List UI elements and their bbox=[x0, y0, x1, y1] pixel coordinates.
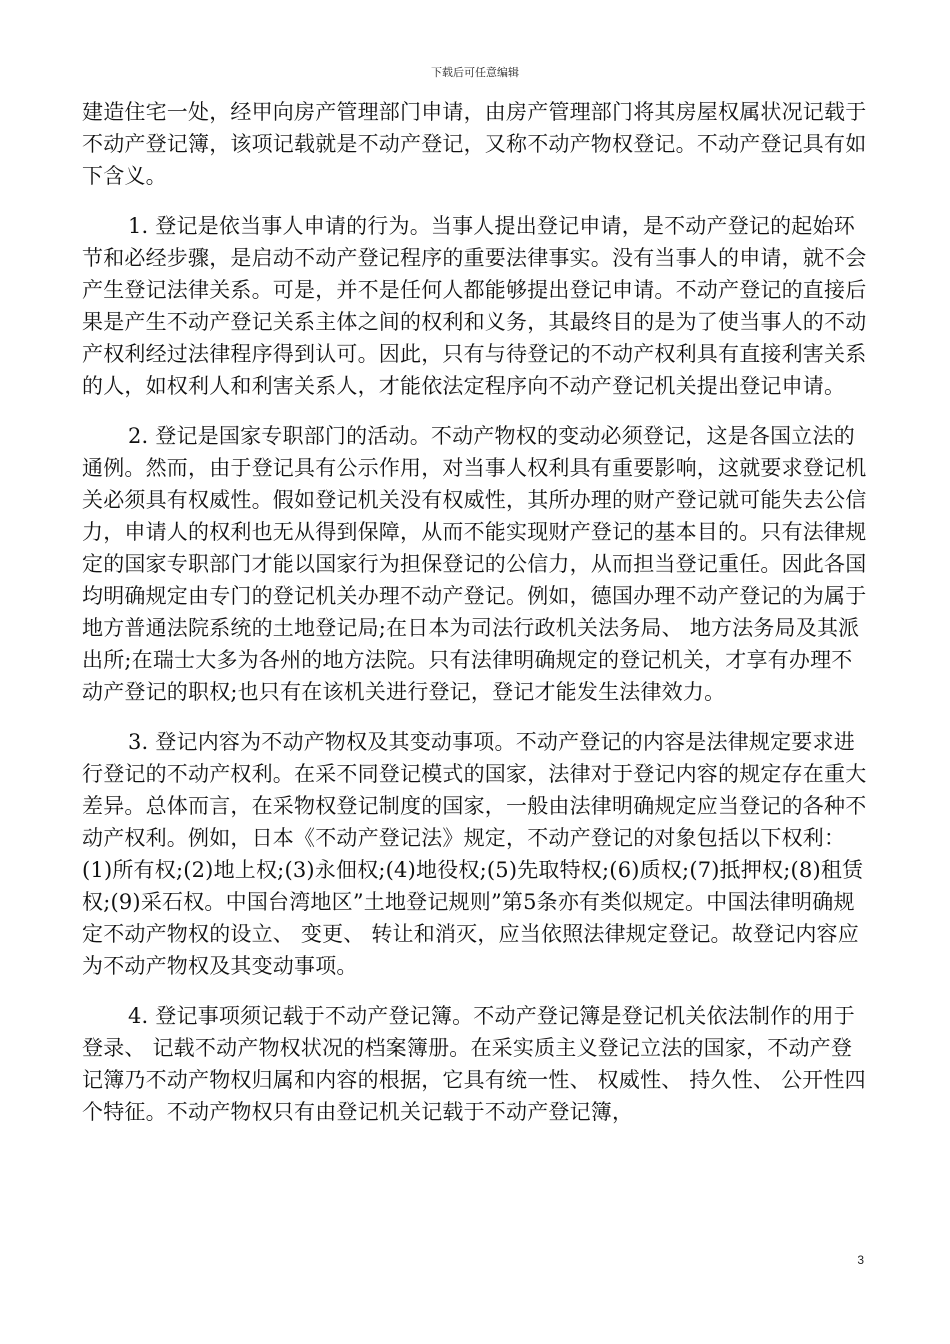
paragraph-intro: 建造住宅一处，经甲向房产管理部门申请，由房产管理部门将其房屋权属状况记载于不动产登记簿，该项记载就是不动产登记，又称不动产物权登记。不动产登记具有如下含义。 bbox=[82, 100, 867, 188]
paragraph-1: 1. 登记是依当事人申请的行为。当事人提出登记申请，是不动产登记的起始环节和必经步骤，是启动不动产登记程序的重要法律事实。没有当事人的申请，就不会产生登记法律关系。可是，并不是任何人都能够提出登记申请。不动产登记的直接后果是产生不动产登记关系主体之间的权利和义务，其最终目的是为了使当事人的不动产权利经过法律程序得到认可。因此，只有与待登记的不动产权利具有直接利害关系的人，如权利人和利害关系人，才能依法定程序向不动产登记机关提出登记申请。 bbox=[82, 214, 867, 398]
paragraph-3: 3. 登记内容为不动产物权及其变动事项。不动产登记的内容是法律规定要求进行登记的不动产权利。在采不同登记模式的国家，法律对于登记内容的规定存在重大差异。总体而言，在采物权登记制度的国家，一般由法律明确规定应当登记的各种不动产权利。例如，日本《不动产登记法》规定，不动产登记的对象包括以下权利：(1)所有权;(2)地上权;(3)永佃权;(4)地役权;(5)先取特权;(6)质权;(7)抵押权;(8)租赁权;(9)采石权。中国台湾地区”土地登记规则”第5条亦有类似规定。中国法律明确规定不动产物权的设立、 变更、 转让和消灭，应当依照法律规定登记。故登记内容应为不动产物权及其变动事项。 bbox=[82, 730, 867, 978]
paragraph-4: 4. 登记事项须记载于不动产登记簿。不动产登记簿是登记机关依法制作的用于登录、 记载不动产物权状况的档案簿册。在采实质主义登记立法的国家，不动产登记簿乃不动产物权归属和内容的根据，它具有统一性、 权威性、 持久性、 公开性四个特征。不动产物权只有由登记机关记载于不动产登记簿， bbox=[82, 1004, 866, 1124]
paragraph-2: 2. 登记是国家专职部门的活动。不动产物权的变动必须登记，这是各国立法的通例。然而，由于登记具有公示作用，对当事人权利具有重要影响，这就要求登记机关必须具有权威性。假如登记机关没有权威性，其所办理的财产登记就可能失去公信力，申请人的权利也无从得到保障，从而不能实现财产登记的基本目的。只有法律规定的国家专职部门才能以国家行为担保登记的公信力，从而担当登记重任。因此各国均明确规定由专门的登记机关办理不动产登记。例如，德国办理不动产登记的为属于地方普通法院系统的土地登记局;在日本为司法行政机关法务局、 地方法务局及其派出所;在瑞士大多为各州的地方法院。只有法律明确规定的登记机关，才享有办理不动产登记的职权;也只有在该机关进行登记，登记才能发生法律效力。 bbox=[82, 424, 867, 704]
page-number: 3 bbox=[857, 1253, 864, 1267]
document-body bbox=[82, 96, 872, 1146]
page-header: 下载后可任意编辑 bbox=[431, 66, 519, 79]
